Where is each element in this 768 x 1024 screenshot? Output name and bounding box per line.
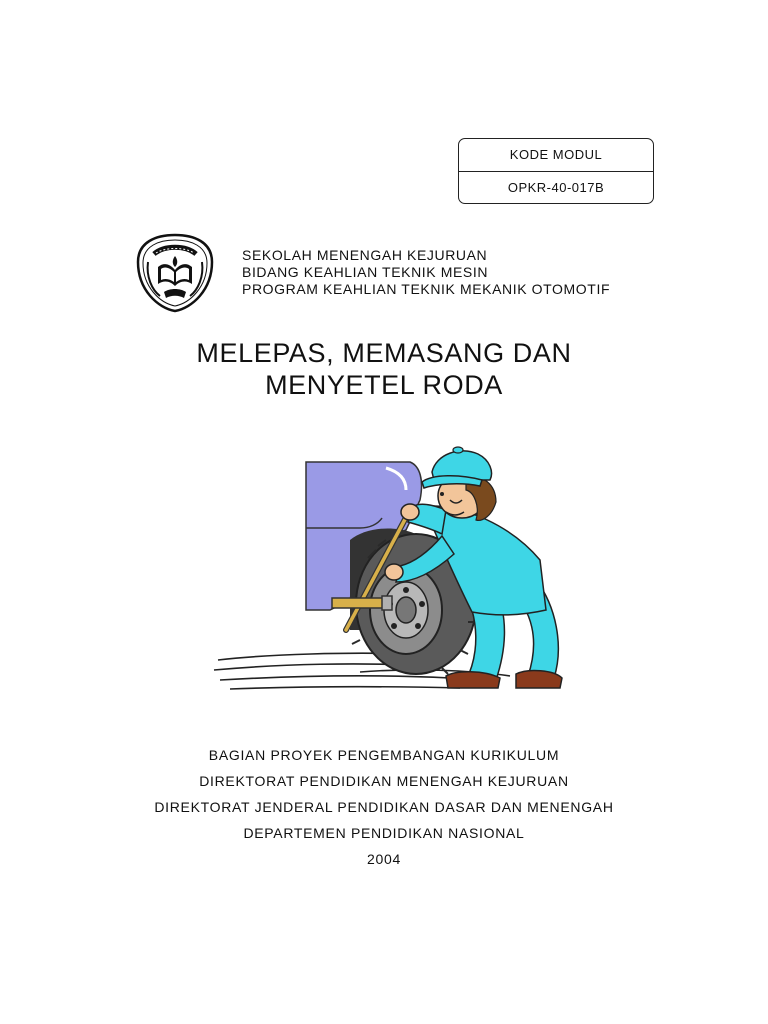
school-type: SEKOLAH MENENGAH KEJURUAN xyxy=(242,247,488,263)
mechanic-hand-lower xyxy=(385,564,403,580)
publisher-department: DEPARTEMEN PENDIDIKAN NASIONAL xyxy=(243,825,525,841)
kode-modul-value: OPKR-40-017B xyxy=(507,179,605,195)
publisher-directorate: DIREKTORAT PENDIDIKAN MENENGAH KEJURUAN xyxy=(199,773,569,789)
module-title xyxy=(0,337,768,401)
mechanic-hand-upper xyxy=(401,504,419,520)
mechanic-shoe-left xyxy=(446,672,500,688)
publisher-directorate-general: DIREKTORAT JENDERAL PENDIDIKAN DASAR DAN MENENGAH xyxy=(154,799,614,815)
kode-modul-label: KODE MODUL xyxy=(459,139,653,172)
publisher-footer xyxy=(0,742,768,872)
module-title-line2: MENYETEL RODA xyxy=(265,370,503,400)
publisher-project: BAGIAN PROYEK PENGEMBANGAN KURIKULUM xyxy=(208,747,560,763)
mechanic-shoe-right xyxy=(516,671,562,688)
kode-modul-box xyxy=(458,138,654,204)
module-title-line1: MELEPAS, MEMASANG DAN xyxy=(196,338,572,368)
program-of-expertise: PROGRAM KEAHLIAN TEKNIK MEKANIK OTOMOTIF xyxy=(242,281,611,297)
tut-wuri-handayani-emblem-icon xyxy=(134,232,216,314)
field-of-expertise: BIDANG KEAHLIAN TEKNIK MESIN xyxy=(242,264,489,280)
school-header xyxy=(242,247,610,298)
publication-year: 2004 xyxy=(367,851,401,867)
mechanic-changing-wheel-illustration xyxy=(210,440,570,700)
